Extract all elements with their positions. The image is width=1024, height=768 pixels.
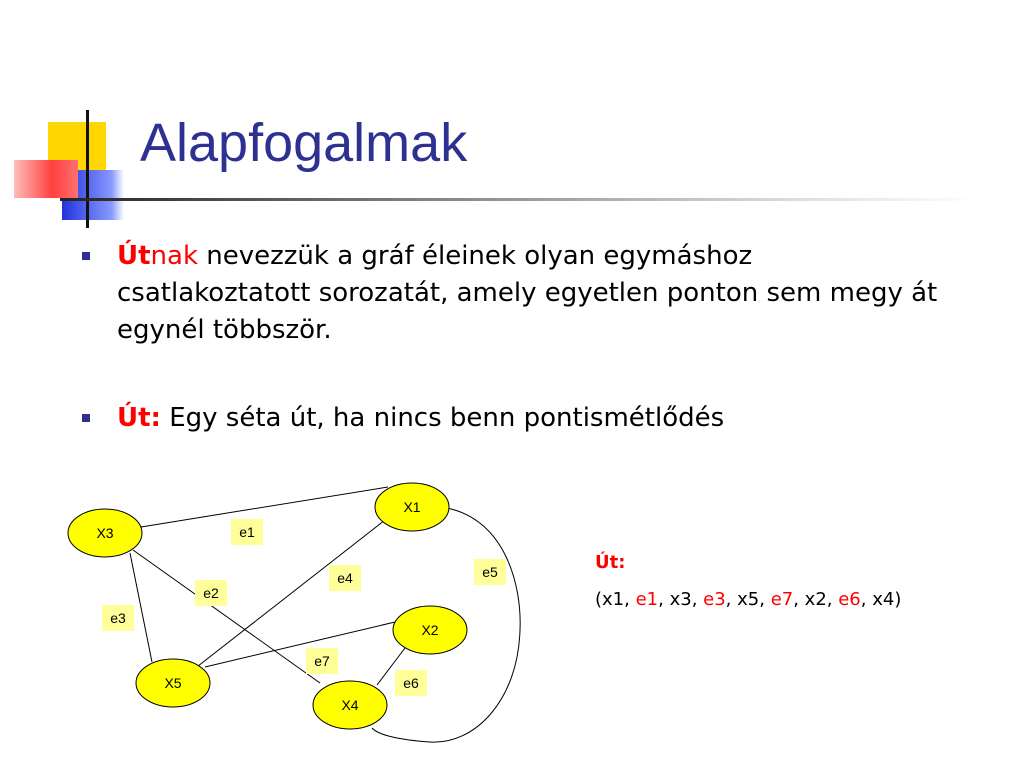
path-vertex: x3 — [669, 589, 692, 610]
bullet-body: nevezzük a gráf éleinek olyan egymáshoz csatlakoztatott sorozatát, amely egyetlen ponton sem megy át egynél többször. — [117, 241, 938, 345]
node-label-x1: X1 — [403, 499, 421, 515]
path-vertex: x5 — [737, 589, 760, 610]
path-edge: e3 — [703, 589, 726, 610]
edge-label-e5: e5 — [482, 564, 498, 580]
path-title: Út: — [595, 552, 626, 573]
node-label-x5: X5 — [164, 675, 182, 691]
edge-label-e7: e7 — [314, 653, 330, 669]
bullet-body: Egy séta út, ha nincs benn pontismétlődés — [160, 403, 725, 433]
edge-label-e4: e4 — [337, 570, 353, 586]
node-label-x4: X4 — [341, 697, 359, 713]
path-edge: e7 — [770, 589, 794, 610]
bullet-term-suffix: nak — [150, 241, 199, 271]
path-edge: e6 — [838, 589, 861, 610]
bullet-term: Út: — [117, 403, 161, 433]
path-vertex: x1 — [602, 589, 625, 610]
node-label-x3: X3 — [96, 525, 114, 541]
edge-e7 — [205, 622, 395, 667]
path-edge: e1 — [635, 589, 659, 610]
node-label-x2: X2 — [421, 622, 439, 638]
page-title: Alapfogalmak — [140, 113, 468, 173]
path-vertex: x2 — [804, 589, 827, 610]
path-vertex: x4 — [872, 589, 895, 610]
bullet-term: Út — [117, 241, 151, 271]
edge-label-e2: e2 — [203, 585, 219, 601]
path-sequence: (x1, e1, x3, e3, x5, e7, x2, e6, x4) — [595, 589, 902, 610]
edge-label-e3: e3 — [110, 610, 126, 626]
edge-label-e6: e6 — [403, 675, 419, 691]
path-example — [595, 552, 901, 610]
edge-label-e1: e1 — [239, 524, 255, 540]
